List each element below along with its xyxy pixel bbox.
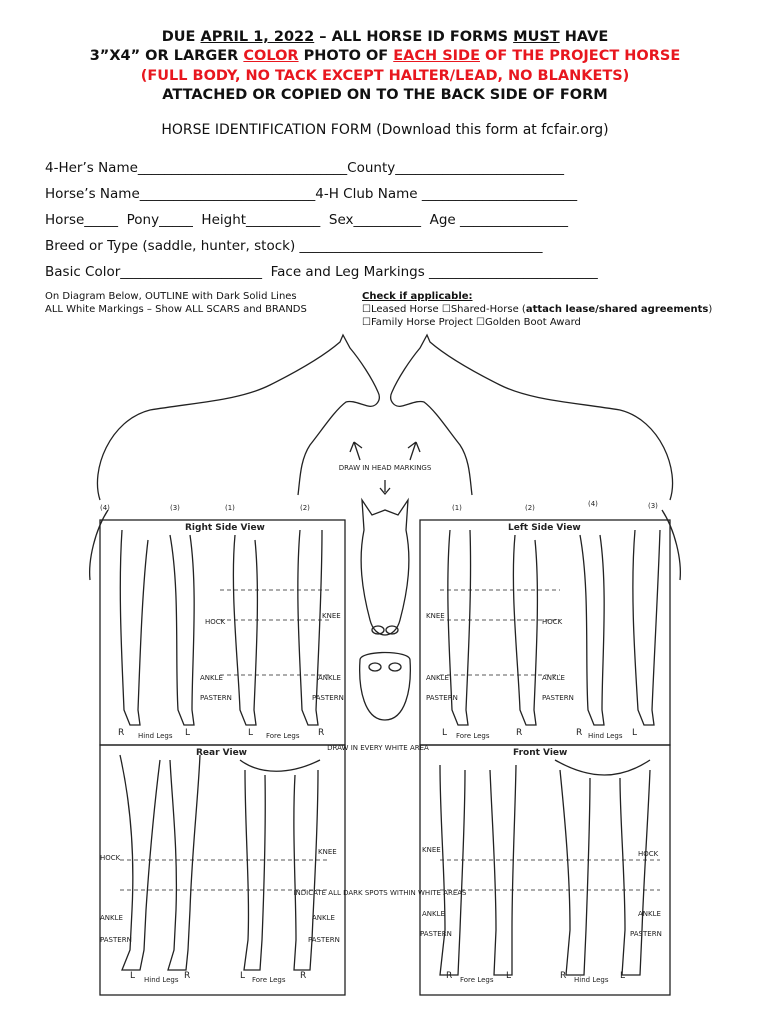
check-applicable: Check if applicable: ☐Leased Horse ☐Shared-Horse (attach lease/shared agreements) ☐Family Horse Project ☐Golden Boot Award <box>362 291 713 328</box>
check-heading: Check if applicable: <box>362 291 473 302</box>
front-view-legs <box>440 760 650 975</box>
r-label-6: R <box>300 971 307 981</box>
name-county-field[interactable]: 4-Her’s Name_______________________________County_________________________ <box>45 160 564 176</box>
instructions-line-1: On Diagram Below, OUTLINE with Dark Solid Lines <box>45 291 297 302</box>
leased-checkbox[interactable]: ☐ <box>362 304 371 315</box>
golden-label: Golden Boot Award <box>485 317 581 328</box>
golden-checkbox[interactable]: ☐ <box>476 317 485 328</box>
form-title: HORSE IDENTIFICATION FORM (Download this form at fcfair.org) <box>161 122 609 138</box>
hind-legs-label-3: Hind Legs <box>144 976 179 984</box>
r-label-5: R <box>184 971 191 981</box>
shared-checkbox[interactable]: ☐ <box>441 304 451 315</box>
marker-2-right: (2) <box>525 504 535 512</box>
pastern-label-4: PASTERN <box>542 694 574 702</box>
hind-legs-label-4: Hind Legs <box>574 976 609 984</box>
head-diagrams <box>360 500 411 720</box>
right-horse-outline <box>97 335 379 500</box>
marker-3-right: (3) <box>648 502 658 510</box>
r-label-2: R <box>318 728 325 738</box>
header-line-1: DUE APRIL 1, 2022 – ALL HORSE ID FORMS MUST HAVE <box>161 29 609 45</box>
l-label-7: L <box>506 971 512 981</box>
marker-1-right: (1) <box>452 504 462 512</box>
pastern-label-2: PASTERN <box>312 694 344 702</box>
breed-type-field[interactable]: Breed or Type (saddle, hunter, stock) ____________________________________ <box>45 238 543 254</box>
fore-legs-label-3: Fore Legs <box>252 976 286 984</box>
hock-label: HOCK <box>205 618 226 626</box>
front-view-box <box>420 745 670 995</box>
knee-label-rear: KNEE <box>318 848 337 856</box>
diagram-instructions <box>45 290 307 316</box>
marker-3-left: (3) <box>170 504 180 512</box>
draw-white-label: DRAW IN EVERY WHITE AREA <box>327 744 429 752</box>
ankle-label-rear-2: ANKLE <box>312 914 335 922</box>
right-side-view-label: Right Side View <box>185 523 265 533</box>
marker-1-left: (1) <box>225 504 235 512</box>
leased-label: Leased Horse <box>370 304 439 315</box>
hock-label-front: HOCK <box>638 850 659 858</box>
pastern-label-rear-2: PASTERN <box>308 936 340 944</box>
color-markings-field[interactable]: Basic Color_____________________ Face and Leg Markings _________________________ <box>45 264 598 280</box>
ankle-label-3: ANKLE <box>426 674 449 682</box>
l-label-2: L <box>248 728 254 738</box>
pastern-label: PASTERN <box>200 694 232 702</box>
ankle-label-front: ANKLE <box>422 910 445 918</box>
r-label-4: R <box>576 728 583 738</box>
hind-legs-label-2: Hind Legs <box>588 732 623 740</box>
left-side-view-label: Left Side View <box>508 523 581 533</box>
marker-4-left: (4) <box>100 504 110 512</box>
l-label-8: L <box>620 971 626 981</box>
marker-2-left: (2) <box>300 504 310 512</box>
knee-label: KNEE <box>322 612 341 620</box>
ankle-label-front-2: ANKLE <box>638 910 661 918</box>
fore-legs-label-1: Fore Legs <box>266 732 300 740</box>
r-label-8: R <box>560 971 567 981</box>
hind-legs-label-1: Hind Legs <box>138 732 173 740</box>
horse-name-club-field[interactable]: Horse’s Name__________________________4-H Club Name _______________________ <box>45 186 578 202</box>
hock-label-3: HOCK <box>542 618 563 626</box>
header-line-2: 3”X4” OR LARGER COLOR PHOTO OF EACH SIDE OF THE PROJECT HORSE <box>89 48 681 64</box>
ankle-label: ANKLE <box>200 674 223 682</box>
ankle-label-2: ANKLE <box>318 674 341 682</box>
r-label-1: R <box>118 728 125 738</box>
rear-view-legs <box>120 755 320 970</box>
horse-diagram[interactable] <box>60 330 710 1000</box>
l-label-6: L <box>240 971 246 981</box>
fore-legs-label-2: Fore Legs <box>456 732 490 740</box>
l-label-1: L <box>185 728 191 738</box>
front-view-label: Front View <box>513 748 568 758</box>
pastern-label-rear: PASTERN <box>100 936 132 944</box>
ankle-label-4: ANKLE <box>542 674 565 682</box>
l-label-5: L <box>130 971 136 981</box>
indicate-spots-label: INDICATE ALL DARK SPOTS WITHIN WHITE AREAS <box>293 889 467 897</box>
right-side-view-box <box>100 520 345 745</box>
instructions-line-2: ALL White Markings – Show ALL SCARS and BRANDS <box>45 304 307 315</box>
header-line-4: ATTACHED OR COPIED ON TO THE BACK SIDE OF FORM <box>162 87 608 103</box>
pastern-label-front: PASTERN <box>420 930 452 938</box>
draw-head-label: DRAW IN HEAD MARKINGS <box>338 464 432 472</box>
rear-view-label: Rear View <box>196 748 247 758</box>
horse-pony-height-sex-age-field[interactable]: Horse_____ Pony_____ Height___________ Sex__________ Age ________________ <box>45 212 568 228</box>
marker-4-right: (4) <box>588 500 598 508</box>
guide-lines <box>120 590 660 890</box>
l-label-3: L <box>442 728 448 738</box>
knee-label-3: KNEE <box>426 612 445 620</box>
hock-label-rear: HOCK <box>100 854 121 862</box>
fore-legs-label-4: Fore Legs <box>460 976 494 984</box>
ankle-label-rear: ANKLE <box>100 914 123 922</box>
l-label-4: L <box>632 728 638 738</box>
knee-label-front: KNEE <box>422 846 441 854</box>
header-line-3: (FULL BODY, NO TACK EXCEPT HALTER/LEAD, NO BLANKETS) <box>140 68 630 84</box>
family-checkbox[interactable]: ☐ <box>362 317 371 328</box>
family-label: Family Horse Project <box>370 317 473 328</box>
left-horse-outline <box>391 335 673 500</box>
pastern-label-3: PASTERN <box>426 694 458 702</box>
r-label-3: R <box>516 728 523 738</box>
left-side-view-box <box>420 520 670 745</box>
pastern-label-front-2: PASTERN <box>630 930 662 938</box>
r-label-7: R <box>446 971 453 981</box>
rear-view-box <box>100 745 345 995</box>
